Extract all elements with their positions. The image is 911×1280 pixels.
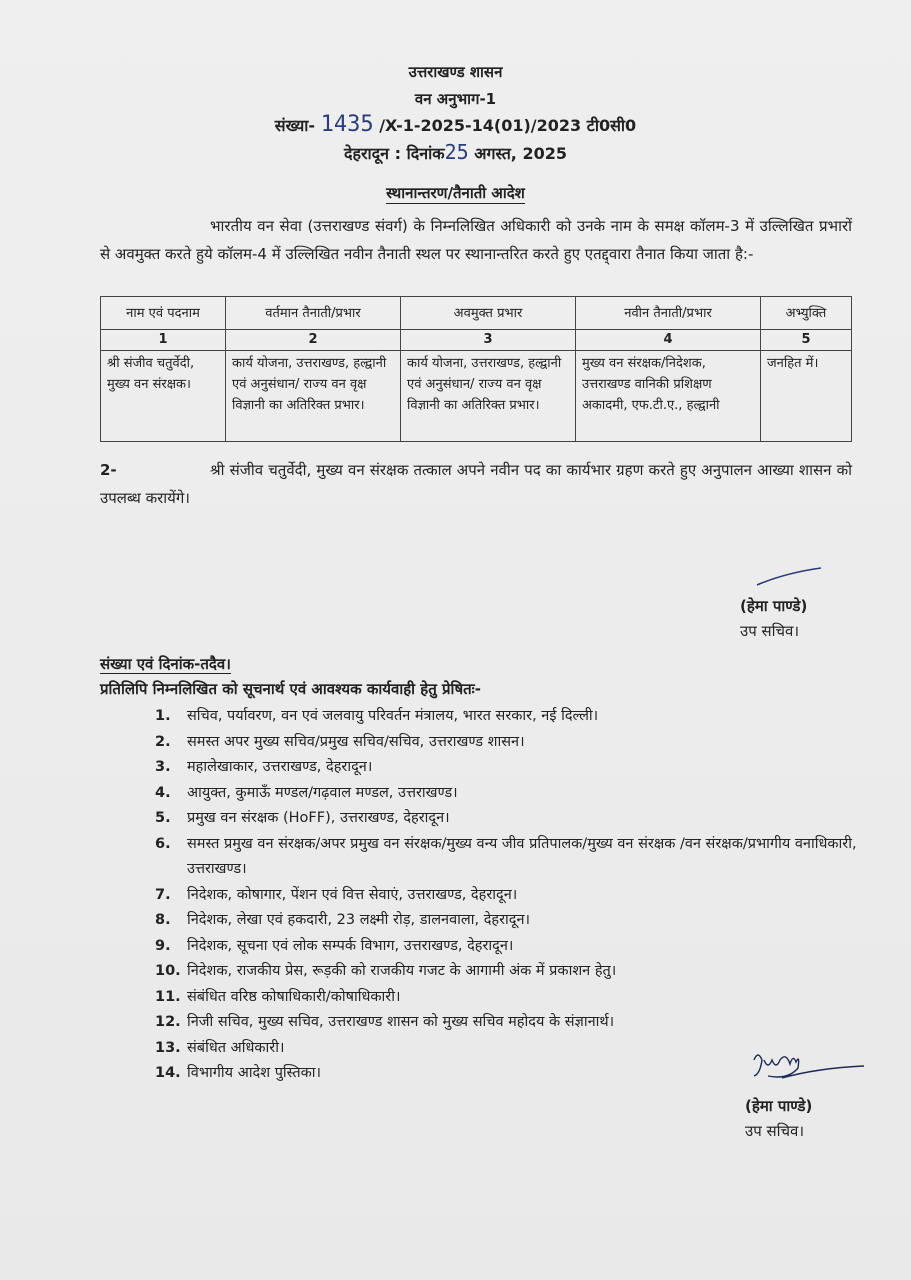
paragraph-number: 2- bbox=[100, 461, 117, 479]
signatory-designation: उप सचिव। bbox=[740, 622, 800, 640]
distribution-list bbox=[155, 704, 865, 1087]
signatory-name: (हेमा पाण्डे) bbox=[745, 1097, 813, 1115]
distribution-item bbox=[155, 934, 865, 960]
table-header-cell: अभ्युक्ति bbox=[761, 297, 852, 330]
column-number: 2 bbox=[226, 330, 401, 351]
transfer-table bbox=[100, 296, 852, 442]
item-number: 3. bbox=[155, 759, 171, 775]
column-number-row bbox=[101, 330, 852, 351]
item-number: 11. bbox=[155, 988, 181, 1005]
table-cell: कार्य योजना, उत्तराखण्ड, हल्द्वानी एवं अनुसंधान/ राज्य वन वृक्ष विज्ञानी का अतिरिक्त प्रभार। bbox=[401, 351, 576, 442]
column-number: 3 bbox=[401, 330, 576, 351]
table-header-cell: वर्तमान तैनाती/प्रभार bbox=[226, 297, 401, 330]
signatory-designation: उप सचिव। bbox=[745, 1122, 805, 1140]
item-text: समस्त अपर मुख्य सचिव/प्रमुख सचिव/सचिव, उत्तराखण्ड शासन। bbox=[187, 733, 525, 750]
distribution-item bbox=[155, 806, 865, 832]
item-number: 4. bbox=[155, 784, 171, 801]
item-text: निजी सचिव, मुख्य सचिव, उत्तराखण्ड शासन को मुख्य सचिव महोदय के संज्ञानार्थ। bbox=[187, 1014, 615, 1030]
copy-to-heading: प्रतिलिपि निम्नलिखित को सूचनार्थ एवं आवश्यक कार्यवाही हेतु प्रेषितः- bbox=[100, 680, 481, 698]
item-number: 9. bbox=[155, 937, 171, 954]
intro-paragraph: भारतीय वन सेवा (उत्तराखण्ड संवर्ग) के निम्नलिखित अधिकारी को उनके नाम के समक्ष कॉलम-3 में उल्लिखित प्रभारों से अवमुक्त करते हुये कॉलम-4 में उल्लिखित नवीन तैनाती स्थल पर स्थानान्तरित करते हुए एतद्द्वारा तैनात किया जाता है:- bbox=[100, 217, 852, 263]
table-row bbox=[101, 351, 852, 442]
item-number: 7. bbox=[155, 886, 171, 903]
column-number: 5 bbox=[761, 330, 852, 351]
paragraph-2-text: श्री संजीव चतुर्वेदी, मुख्य वन संरक्षक तत्काल अपने नवीन पद का कार्यभार ग्रहण करते हुए अनुपालन आख्या शासन को उपलब्ध करायेंगे। bbox=[100, 461, 852, 507]
item-text: संबंधित वरिष्ठ कोषाधिकारी/कोषाधिकारी। bbox=[187, 988, 401, 1005]
date-line bbox=[0, 140, 911, 164]
item-number: 1. bbox=[155, 708, 171, 724]
distribution-item bbox=[155, 883, 865, 909]
item-text: प्रमुख वन संरक्षक (HoFF), उत्तराखण्ड, देहरादून। bbox=[187, 810, 450, 826]
item-number: 2. bbox=[155, 733, 171, 750]
table-cell: मुख्य वन संरक्षक/निदेशक, उत्तराखण्ड वानिकी प्रशिक्षण अकादमी, एफ.टी.ए., हल्द्वानी bbox=[576, 351, 761, 442]
table-header-cell: नाम एवं पदनाम bbox=[101, 297, 226, 330]
table-cell: जनहित में। bbox=[761, 351, 852, 442]
item-text: संबंधित अधिकारी। bbox=[187, 1039, 285, 1056]
signatory-name: (हेमा पाण्डे) bbox=[740, 597, 808, 615]
distribution-item bbox=[155, 985, 865, 1011]
signature-scribble-icon bbox=[748, 1046, 868, 1086]
number-prefix: संख्या- bbox=[274, 116, 316, 135]
distribution-item bbox=[155, 730, 865, 756]
handwritten-number: 1435 bbox=[320, 112, 374, 137]
distribution-item bbox=[155, 908, 865, 934]
table-header-cell: नवीन तैनाती/प्रभार bbox=[576, 297, 761, 330]
number-suffix: /X-1-2025-14(01)/2023 टी0सी0 bbox=[379, 116, 637, 135]
department-title: वन अनुभाग-1 bbox=[414, 90, 497, 108]
item-number: 13. bbox=[155, 1039, 181, 1056]
handwritten-date: 25 bbox=[444, 140, 469, 164]
item-text: निदेशक, लेखा एवं हकदारी, 23 लक्ष्मी रोड़, डालनवाला, देहरादून। bbox=[187, 912, 531, 928]
table-header-cell: अवमुक्त प्रभार bbox=[401, 297, 576, 330]
distribution-item bbox=[155, 781, 865, 807]
date-prefix: देहरादून : दिनांक bbox=[344, 144, 445, 163]
item-number: 8. bbox=[155, 912, 171, 928]
distribution-item bbox=[155, 704, 865, 730]
date-suffix: अगस्त, 2025 bbox=[474, 144, 567, 163]
copy-line: संख्या एवं दिनांक-तदैव। bbox=[100, 655, 231, 673]
distribution-item bbox=[155, 755, 865, 781]
item-text: महालेखाकार, उत्तराखण्ड, देहरादून। bbox=[187, 759, 373, 775]
reference-number bbox=[0, 112, 911, 137]
distribution-item bbox=[155, 959, 865, 985]
distribution-item bbox=[155, 1010, 865, 1036]
item-text: निदेशक, राजकीय प्रेस, रूड़की को राजकीय गजट के आगामी अंक में प्रकाशन हेतु। bbox=[187, 963, 617, 979]
government-title: उत्तराखण्ड शासन bbox=[408, 63, 503, 81]
item-text: निदेशक, सूचना एवं लोक सम्पर्क विभाग, उत्तराखण्ड, देहरादून। bbox=[187, 937, 514, 954]
paragraph-2 bbox=[100, 456, 852, 512]
item-text: विभागीय आदेश पुस्तिका। bbox=[187, 1065, 321, 1081]
item-text: सचिव, पर्यावरण, वन एवं जलवायु परिवर्तन मंत्रालय, भारत सरकार, नई दिल्ली। bbox=[187, 708, 599, 724]
signature-stroke-icon bbox=[755, 565, 825, 587]
item-text: समस्त प्रमुख वन संरक्षक/अपर प्रमुख वन संरक्षक/मुख्य वन्य जीव प्रतिपालक/मुख्य वन संरक्षक /वन संरक्षक/प्रभागीय वनाधिकारी, उत्तराखण्ड। bbox=[187, 835, 857, 877]
item-text: निदेशक, कोषागार, पेंशन एवं वित्त सेवाएं, उत्तराखण्ड, देहरादून। bbox=[187, 886, 518, 903]
item-number: 5. bbox=[155, 810, 171, 826]
table-header-row bbox=[101, 297, 852, 330]
distribution-item bbox=[155, 832, 865, 883]
item-number: 10. bbox=[155, 963, 181, 979]
order-title: स्थानान्तरण/तैनाती आदेश bbox=[386, 184, 525, 202]
item-text: आयुक्त, कुमाऊँ मण्डल/गढ़वाल मण्डल, उत्तराखण्ड। bbox=[187, 784, 458, 801]
column-number: 4 bbox=[576, 330, 761, 351]
table-cell: श्री संजीव चतुर्वेदी, मुख्य वन संरक्षक। bbox=[101, 351, 226, 442]
signature-block-1 bbox=[740, 596, 807, 641]
item-number: 14. bbox=[155, 1065, 181, 1081]
item-number: 6. bbox=[155, 835, 171, 852]
signature-block-2 bbox=[745, 1096, 812, 1141]
table-cell: कार्य योजना, उत्तराखण्ड, हल्द्वानी एवं अनुसंधान/ राज्य वन वृक्ष विज्ञानी का अतिरिक्त प्रभार। bbox=[226, 351, 401, 442]
item-number: 12. bbox=[155, 1014, 181, 1030]
column-number: 1 bbox=[101, 330, 226, 351]
